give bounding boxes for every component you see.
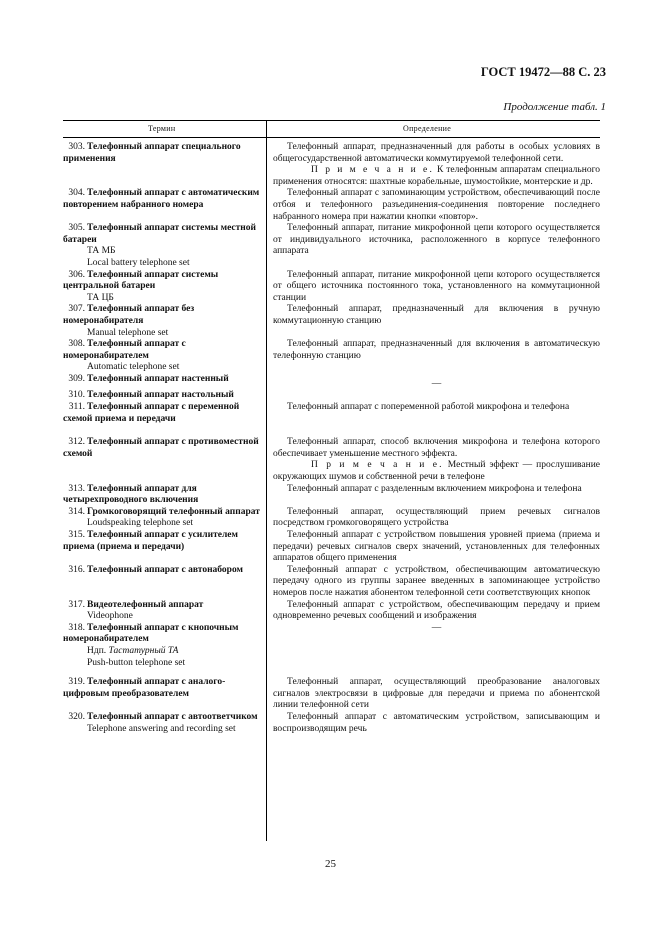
term-text: Телефонный аппарат с номеронабирателем (63, 339, 186, 361)
table-row (63, 188, 600, 223)
column-header-term: Термин (148, 124, 176, 133)
term-number: 312. (68, 437, 85, 448)
term-text: Телефонный аппарат с переменной схемой приема и передачи (63, 402, 240, 424)
table-row (63, 484, 600, 507)
term-number: 303. (68, 142, 85, 152)
table-row (63, 142, 600, 188)
term-text: Телефонный аппарат без номеронабирателя (63, 304, 195, 326)
term-number: 305. (68, 223, 85, 234)
table-row (63, 600, 600, 623)
term-abbreviation: ТА ЦБ (87, 292, 114, 303)
definition-text: Телефонный аппарат, питание микрофонной цепи которого осуществляется от общего источника постоянного тока, установленного на коммутационной станции (273, 269, 600, 303)
term-english: Telephone answering and recording set (87, 723, 236, 734)
term-number: 320. (68, 711, 85, 722)
term-text: Телефонный аппарат с кнопочным номеронабирателем (63, 622, 239, 645)
term-english: Manual telephone set (87, 327, 169, 338)
term-text: Телефонный аппарат специального применения (63, 142, 241, 164)
table-row (63, 623, 600, 669)
term-number: 311. (68, 402, 85, 413)
definition-note (273, 460, 600, 483)
page-number: 25 (325, 858, 336, 870)
terms-table (63, 142, 600, 735)
table-row (63, 304, 600, 339)
term-number: 319. (68, 677, 85, 688)
page-header: ГОСТ 19472—88 С. 23 (480, 65, 606, 79)
definition-dash: — (431, 378, 442, 389)
term-number: 307. (68, 304, 85, 315)
table-row (63, 712, 600, 735)
definition-text: Телефонный аппарат, осуществляющий прием речевых сигналов посредством громкоговорящего устройства (273, 506, 600, 529)
term-text: Телефонный аппарат системы центральной батареи (63, 269, 219, 292)
term-text: Телефонный аппарат с автоматическим повторением набранного номера (63, 188, 260, 210)
term-text: Телефонный аппарат с аналого-цифровым преобразователем (63, 677, 226, 699)
table-row (63, 223, 600, 269)
table-row (63, 339, 600, 374)
term-text: Телефонный аппарат с автоответчиком (87, 711, 258, 722)
term-number: 313. (68, 483, 85, 494)
definition-text: Телефонный аппарат, способ включения микрофона и телефона которого обеспечивает уменьшение местного эффекта. (273, 437, 600, 459)
term-abbreviation: ТА МБ (87, 246, 116, 257)
table-row (63, 390, 600, 402)
term-number: 314. (68, 506, 85, 517)
definition-text: Телефонный аппарат, предназначенный для работы в особых условиях в общегосударственной автоматически коммутируемой телефонной сети. (273, 142, 600, 164)
term-number: 304. (68, 188, 85, 199)
term-number: 315. (68, 530, 85, 540)
table-row (63, 374, 600, 391)
definition-text: Телефонный аппарат с устройством, обеспечивающим автоматическую передачу одного из группы заранее введенных в запоминающее устройство номеров после нажатия абонентом телефонной сети соответствующих кнопок (273, 564, 600, 598)
term-text: Телефонный аппарат с автонабором (87, 564, 243, 575)
definition-text: Телефонный аппарат с разделенным включением микрофона и телефона (287, 483, 582, 494)
term-number: 308. (68, 339, 85, 350)
term-text: Телефонный аппарат настольный (87, 390, 234, 401)
definition-text: Телефонный аппарат с устройством, обеспечивающим передачу и прием одновременно речевых сообщений и изображения (273, 599, 600, 622)
table-row (63, 270, 600, 305)
term-text: Телефонный аппарат с противоместной схемой (63, 437, 259, 459)
term-number: 309. (68, 373, 85, 384)
note-label: П р и м е ч а н и е. (311, 165, 435, 176)
term-text: Видеотелефонный аппарат (87, 599, 204, 610)
definition-text: Телефонный аппарат, питание микрофонной цепи которого осуществляется от индивидуального источника, расположенного в корпусе телефонного аппарата (273, 223, 600, 257)
definition-text: Телефонный аппарат с попеременной работой микрофона и телефона (287, 402, 570, 413)
term-number: 306. (68, 269, 85, 280)
table-row (63, 677, 600, 712)
table-row (63, 437, 600, 483)
ndp-label: Ндп. (87, 645, 107, 656)
ndp-term: Тастатурный ТА (108, 645, 179, 656)
term-text: Телефонный аппарат системы местной батареи (63, 223, 256, 245)
table-row (63, 530, 600, 565)
term-english: Push-button telephone set (87, 657, 186, 668)
table-header-rule (63, 137, 600, 138)
definition-note (273, 165, 600, 188)
term-english: Videophone (87, 611, 133, 622)
note-text: К телефонным аппаратам специального применения относятся: шахтные корабельные, шумостойкие, монтерские и др. (273, 165, 600, 187)
term-number: 310. (68, 390, 85, 401)
term-number: 317. (68, 599, 85, 610)
table-row (63, 565, 600, 600)
column-header-definition: Определение (403, 124, 452, 133)
term-text: Телефонный аппарат для четырехпроводного включения (63, 483, 199, 506)
term-english: Automatic telephone set (87, 362, 180, 373)
term-english: Local battery telephone set (87, 257, 190, 268)
definition-text: Телефонный аппарат, предназначенный для включения в автоматическую телефонную станцию (273, 339, 600, 361)
note-label: П р и м е ч а н и е. (311, 460, 444, 471)
table-top-rule (63, 120, 600, 121)
definition-text: Телефонный аппарат, предназначенный для включения в ручную коммутационную станцию (273, 304, 600, 326)
term-number: 318. (68, 622, 85, 633)
term-number: 316. (68, 564, 85, 575)
definition-text: Телефонный аппарат, осуществляющий преобразование аналоговых сигналов электросвязи в цифровые для передачи и приема по абонентской линии телефонной сети (273, 677, 600, 711)
definition-text: Телефонный аппарат с запоминающим устройством, обеспечивающий после отбоя и телефонного разъединения-соединения повторение последнего набранного номера при нажатии кнопки «повтор». (273, 188, 600, 222)
term-text: Телефонный аппарат с усилителем приема (приема и передачи) (63, 530, 238, 552)
definition-dash: — (431, 622, 442, 633)
term-text: Телефонный аппарат настенный (87, 373, 229, 384)
table-continuation-label: Продолжение табл. 1 (503, 101, 606, 113)
table-row (63, 402, 600, 425)
term-text: Громкоговорящий телефонный аппарат (87, 506, 260, 517)
note-text: Местный эффект — прослушивание окружающих шумов и собственной речи в телефоне (273, 460, 601, 483)
term-deprecated (63, 646, 261, 658)
term-english: Loudspeaking telephone set (87, 518, 194, 529)
definition-text: Телефонный аппарат с автоматическим устройством, записывающим и воспроизводящим речь (273, 711, 600, 734)
definition-text: Телефонный аппарат с устройством повышения уровней приема (приема и передачи) речевых сигналов сверх значений, установленных для телефонных аппаратов общего применения (273, 530, 600, 564)
table-row (63, 507, 600, 530)
